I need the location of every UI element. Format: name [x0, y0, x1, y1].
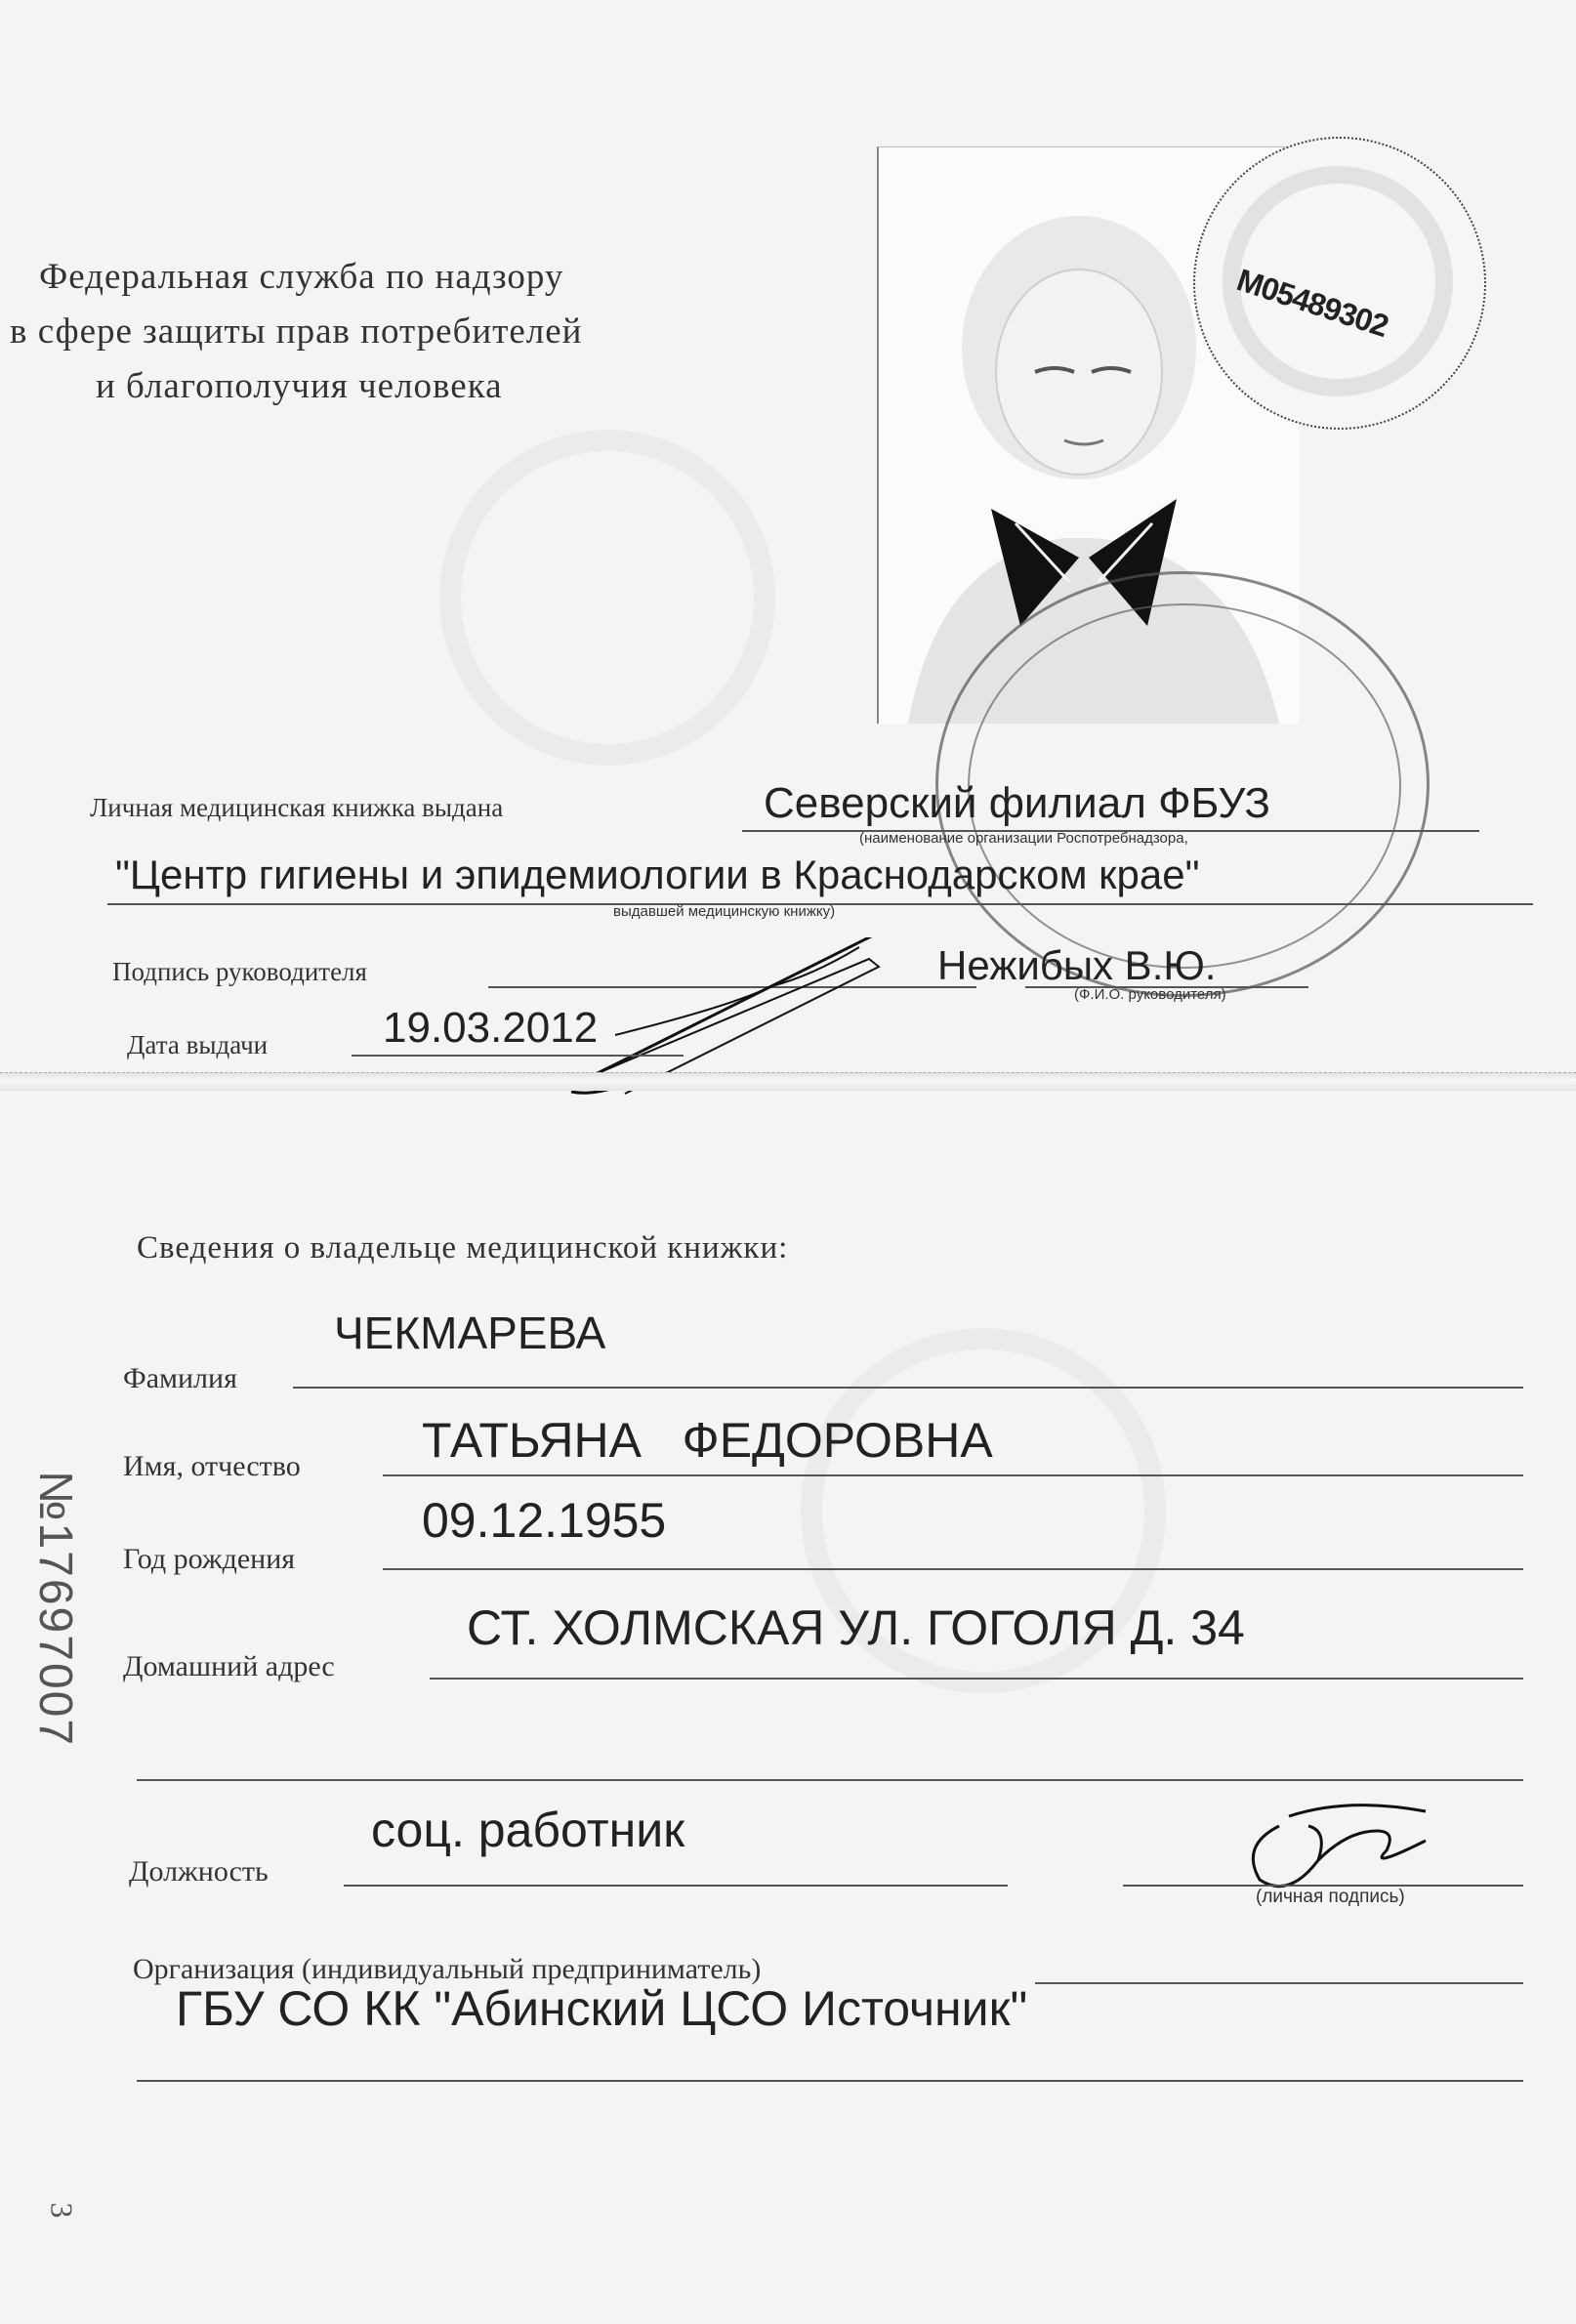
owner-section-title: Сведения о владельце медицинской книжки:	[137, 1230, 789, 1266]
issuer-header-line1: Федеральная служба по надзору	[39, 257, 564, 297]
watermark-emblem	[439, 430, 775, 766]
position-line	[344, 1885, 1008, 1887]
signature-caption: (личная подпись)	[1256, 1887, 1405, 1907]
address-line-1	[430, 1678, 1523, 1680]
issue-date-line	[352, 1055, 684, 1057]
issued-by-label: Личная медицинская книжка выдана	[90, 793, 504, 822]
address-label: Домашний адрес	[123, 1650, 335, 1682]
head-name: Нежибых В.Ю.	[937, 942, 1217, 988]
surname-line	[293, 1387, 1523, 1389]
issued-by-value-1: Северский филиал ФБУЗ	[764, 779, 1270, 827]
org-value: ГБУ СО КК "Абинский ЦСО Источник"	[176, 1981, 1028, 2036]
name-line	[383, 1474, 1523, 1476]
org-line-2	[137, 2080, 1523, 2082]
issue-date-value: 19.03.2012	[383, 1004, 599, 1052]
birth-label: Год рождения	[123, 1543, 296, 1575]
address-value: СТ. ХОЛМСКАЯ УЛ. ГОГОЛЯ Д. 34	[467, 1600, 1245, 1655]
issuer-section	[0, 0, 1576, 1084]
issue-date-label: Дата выдачи	[127, 1030, 269, 1059]
birth-line	[383, 1568, 1523, 1570]
document-number: №17697007	[29, 1470, 82, 1748]
org-line-1	[1035, 1982, 1523, 1984]
surname-value: ЧЕКМАРЕВА	[334, 1307, 606, 1358]
issuer-header-line3: и благополучия человека	[96, 366, 503, 406]
org-label: Организация (индивидуальный предприниматель)	[133, 1953, 762, 1985]
issued-by-caption: (наименование организации Роспотребнадзора,	[859, 830, 1188, 847]
issued-by-caption-2: выдавшей медицинскую книжку)	[613, 903, 836, 920]
hologram-sticker	[1193, 137, 1486, 430]
address-line-2	[137, 1779, 1523, 1781]
name-label: Имя, отчество	[123, 1450, 301, 1482]
issuer-header-line2: в сфере защиты прав потребителей	[10, 311, 583, 352]
issued-by-value-2: "Центр гигиены и эпидемиологии в Краснодарском крае"	[115, 851, 1200, 897]
hologram-serial: M05489302	[1232, 262, 1392, 344]
page-number: 3	[44, 2202, 80, 2219]
birth-value: 09.12.1955	[422, 1493, 667, 1548]
name-value: ТАТЬЯНА ФЕДОРОВНА	[422, 1413, 993, 1468]
position-label: Должность	[129, 1855, 269, 1888]
surname-label: Фамилия	[123, 1362, 237, 1394]
owner-section	[0, 1084, 1576, 2324]
position-value: соц. работник	[371, 1803, 685, 1857]
owner-signature-image	[1221, 1787, 1435, 1894]
head-name-caption: (Ф.И.О. руководителя)	[1074, 986, 1226, 1003]
head-signature-label: Подпись руководителя	[112, 957, 367, 986]
